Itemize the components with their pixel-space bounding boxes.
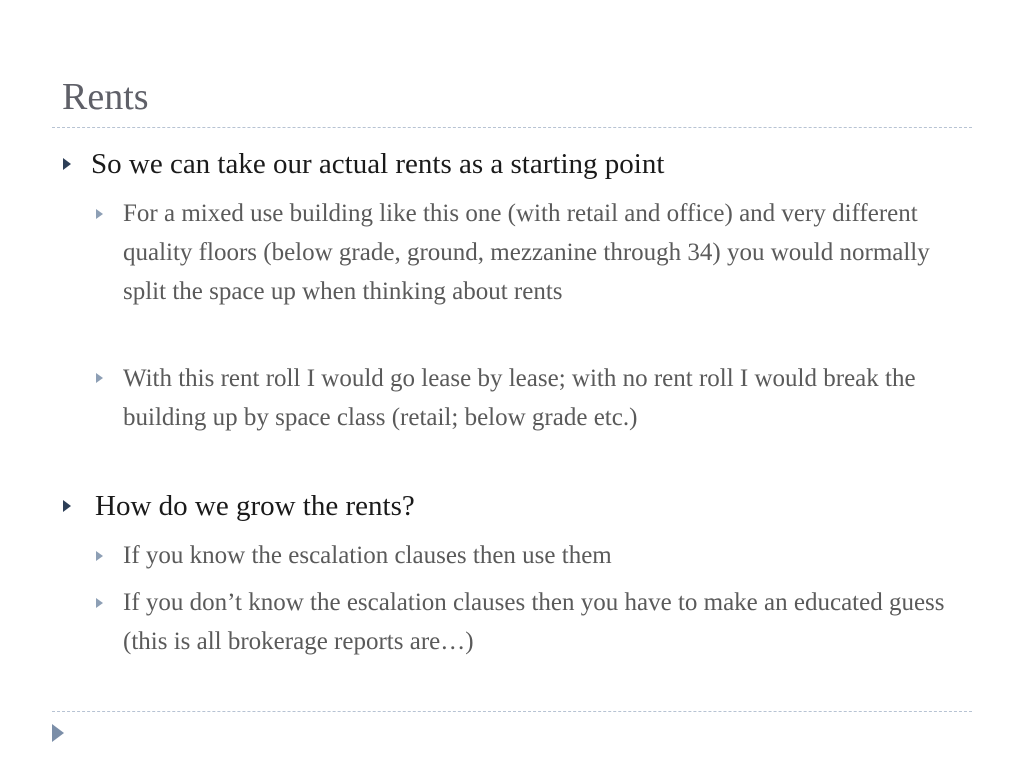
sub-bullet-1-1-triangle-right-icon xyxy=(96,209,103,219)
sub-bullet-1-2-text: With this rent roll I would go lease by lease; with no rent roll I would break the building up by space class (retail; below grade etc.) xyxy=(123,365,916,431)
title-divider xyxy=(52,127,972,128)
bullet-1-triangle-right-icon xyxy=(63,158,71,170)
play-arrow-icon[interactable] xyxy=(52,724,64,742)
sub-bullet-2-2-text: If you don’t know the escalation clauses then you have to make an educated guess (this is all brokerage reports are…) xyxy=(123,589,945,655)
slide-title: Rents xyxy=(62,76,149,118)
sub-bullet-1-1-text: For a mixed use building like this one (with retail and office) and very different quality floors (below grade, ground, mezzanine through 34) you would normally split the space up when thinking about rents xyxy=(123,200,930,305)
sub-bullet-2-1-text: If you know the escalation clauses then use them xyxy=(123,542,612,569)
bullet-2-text: How do we grow the rents? xyxy=(95,490,415,522)
bullet-1-text: So we can take our actual rents as a starting point xyxy=(91,148,665,180)
sub-bullet-2-2-triangle-right-icon xyxy=(96,598,103,608)
sub-bullet-1-2-triangle-right-icon xyxy=(96,373,103,383)
footer-divider xyxy=(52,711,972,712)
bullet-2-triangle-right-icon xyxy=(63,500,71,512)
sub-bullet-2-1-triangle-right-icon xyxy=(96,551,103,561)
